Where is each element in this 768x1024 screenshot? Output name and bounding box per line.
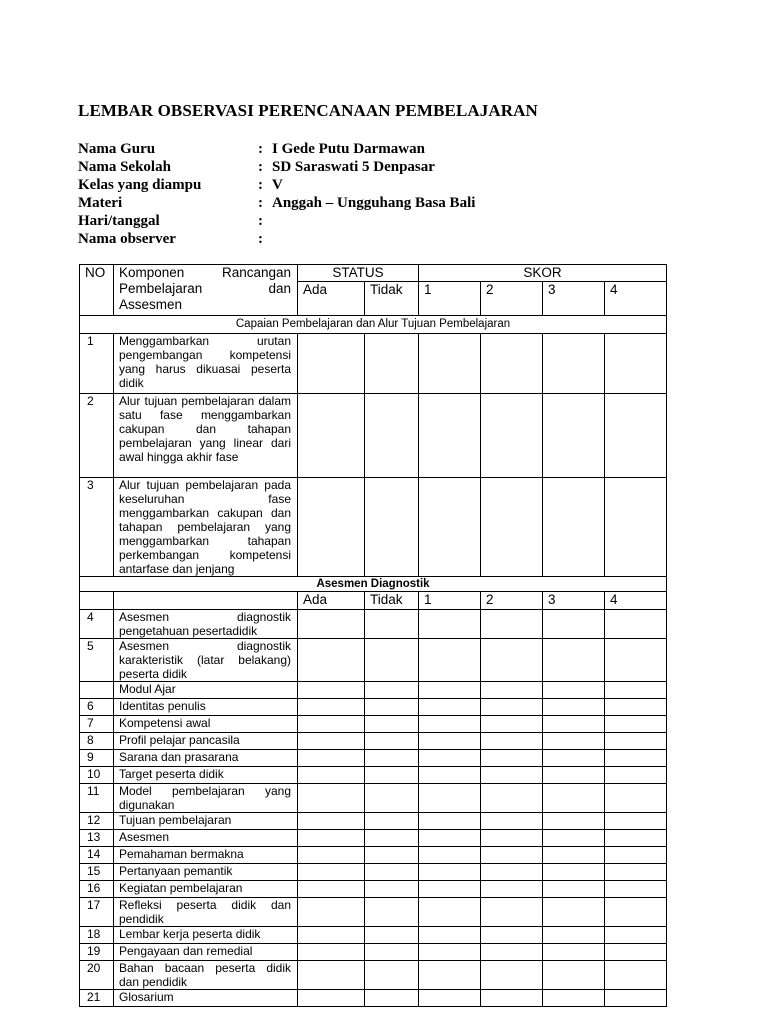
cell-ada[interactable] — [298, 733, 365, 750]
cell-skor-4[interactable] — [605, 961, 667, 990]
header-empty — [114, 592, 298, 610]
cell-ada[interactable] — [298, 898, 365, 927]
cell-skor-2[interactable] — [481, 478, 543, 577]
row-component: Modul Ajar — [114, 682, 298, 699]
row-number: 5 — [80, 639, 114, 682]
cell-tidak[interactable] — [365, 716, 419, 733]
cell-skor-3[interactable] — [543, 716, 605, 733]
row-component: Sarana dan prasarana — [114, 750, 298, 767]
row-component: Bahan bacaan peserta didik dan pendidik — [114, 961, 298, 990]
cell-skor-1[interactable] — [419, 813, 481, 830]
table-row — [80, 813, 667, 830]
cell-skor-2[interactable] — [481, 334, 543, 394]
cell-skor-1[interactable] — [419, 733, 481, 750]
row-component: Pertanyaan pemantik — [114, 864, 298, 881]
cell-skor-2[interactable] — [481, 830, 543, 847]
row-component: Target peserta didik — [114, 767, 298, 784]
cell-skor-1[interactable] — [419, 961, 481, 990]
cell-ada[interactable] — [298, 478, 365, 577]
info-label: Nama Guru — [78, 141, 156, 157]
info-value: Anggah – Ungguhang Basa Bali — [272, 195, 476, 211]
cell-ada[interactable] — [298, 394, 365, 478]
info-colon: : — [258, 195, 263, 211]
header-skor-1: 1 — [419, 282, 481, 316]
cell-skor-3[interactable] — [543, 881, 605, 898]
header-tidak: Tidak — [365, 282, 419, 316]
row-number: 21 — [80, 990, 114, 1007]
cell-skor-3[interactable] — [543, 699, 605, 716]
cell-tidak[interactable] — [365, 639, 419, 682]
cell-skor-2[interactable] — [481, 898, 543, 927]
info-colon: : — [258, 177, 263, 193]
cell-skor-3[interactable] — [543, 813, 605, 830]
table-row — [80, 881, 667, 898]
cell-skor-3[interactable] — [543, 334, 605, 394]
row-number: 9 — [80, 750, 114, 767]
cell-skor-2[interactable] — [481, 944, 543, 961]
header-komponen: Komponen Rancangan Pembelajaran dan Assesmen — [114, 265, 298, 316]
cell-skor-3[interactable] — [543, 864, 605, 881]
table-row — [80, 716, 667, 733]
info-colon: : — [258, 141, 263, 157]
cell-skor-2[interactable] — [481, 813, 543, 830]
cell-skor-4[interactable] — [605, 733, 667, 750]
cell-skor-2[interactable] — [481, 990, 543, 1007]
info-colon: : — [258, 231, 263, 247]
cell-skor-1[interactable] — [419, 990, 481, 1007]
cell-tidak[interactable] — [365, 830, 419, 847]
table-row — [80, 990, 667, 1007]
cell-skor-2[interactable] — [481, 750, 543, 767]
info-row-hari — [78, 212, 678, 230]
cell-tidak[interactable] — [365, 961, 419, 990]
cell-skor-3[interactable] — [543, 639, 605, 682]
cell-skor-4[interactable] — [605, 750, 667, 767]
cell-ada[interactable] — [298, 784, 365, 813]
cell-skor-1[interactable] — [419, 830, 481, 847]
header-ada: Ada — [298, 282, 365, 316]
cell-skor-1[interactable] — [419, 847, 481, 864]
cell-skor-3[interactable] — [543, 478, 605, 577]
cell-ada[interactable] — [298, 767, 365, 784]
row-component: Pengayaan dan remedial — [114, 944, 298, 961]
cell-tidak[interactable] — [365, 784, 419, 813]
info-row-guru — [78, 140, 678, 158]
cell-skor-1[interactable] — [419, 767, 481, 784]
cell-ada[interactable] — [298, 961, 365, 990]
table-row — [80, 847, 667, 864]
cell-skor-2[interactable] — [481, 682, 543, 699]
cell-skor-3[interactable] — [543, 927, 605, 944]
row-component: Asesmen diagnostik karakteristik (latar belakang) peserta didik — [114, 639, 298, 682]
cell-skor-4[interactable] — [605, 682, 667, 699]
cell-ada[interactable] — [298, 639, 365, 682]
cell-skor-4[interactable] — [605, 767, 667, 784]
table-row — [80, 610, 667, 639]
row-number: 19 — [80, 944, 114, 961]
cell-ada[interactable] — [298, 750, 365, 767]
cell-ada[interactable] — [298, 699, 365, 716]
row-component: Asesmen diagnostik pengetahuan pesertadidik — [114, 610, 298, 639]
cell-skor-4[interactable] — [605, 927, 667, 944]
row-component: Model pembelajaran yang digunakan — [114, 784, 298, 813]
cell-skor-4[interactable] — [605, 784, 667, 813]
info-label: Hari/tanggal — [78, 213, 160, 229]
header-skor-3: 3 — [543, 592, 605, 610]
cell-tidak[interactable] — [365, 990, 419, 1007]
cell-tidak[interactable] — [365, 813, 419, 830]
cell-skor-4[interactable] — [605, 478, 667, 577]
cell-skor-1[interactable] — [419, 784, 481, 813]
cell-skor-1[interactable] — [419, 334, 481, 394]
header-skor-2: 2 — [481, 592, 543, 610]
cell-tidak[interactable] — [365, 898, 419, 927]
cell-skor-4[interactable] — [605, 944, 667, 961]
section-row-capaian — [80, 316, 667, 334]
header-skor-2: 2 — [481, 282, 543, 316]
row-number: 16 — [80, 881, 114, 898]
cell-skor-4[interactable] — [605, 394, 667, 478]
section-row-diagnostik — [80, 577, 667, 592]
cell-ada[interactable] — [298, 927, 365, 944]
row-number: 4 — [80, 610, 114, 639]
cell-skor-1[interactable] — [419, 478, 481, 577]
header-skor: SKOR — [419, 265, 667, 282]
info-value: SD Saraswati 5 Denpasar — [272, 159, 435, 175]
cell-skor-2[interactable] — [481, 699, 543, 716]
row-component: Asesmen — [114, 830, 298, 847]
table-row — [80, 733, 667, 750]
row-number: 15 — [80, 864, 114, 881]
row-number: 1 — [80, 334, 114, 394]
cell-tidak[interactable] — [365, 881, 419, 898]
cell-skor-1[interactable] — [419, 898, 481, 927]
cell-skor-4[interactable] — [605, 898, 667, 927]
cell-skor-1[interactable] — [419, 927, 481, 944]
cell-skor-4[interactable] — [605, 813, 667, 830]
cell-skor-3[interactable] — [543, 682, 605, 699]
cell-skor-2[interactable] — [481, 927, 543, 944]
cell-skor-3[interactable] — [543, 847, 605, 864]
cell-skor-4[interactable] — [605, 716, 667, 733]
row-component: Alur tujuan pembelajaran dalam satu fase menggambarkan cakupan dan tahapan pembelajaran yang linear dari awal hingga akhir fase — [114, 394, 298, 478]
cell-skor-3[interactable] — [543, 767, 605, 784]
row-number: 3 — [80, 478, 114, 577]
cell-skor-2[interactable] — [481, 961, 543, 990]
header-skor-3: 3 — [543, 282, 605, 316]
header-skor-4: 4 — [605, 592, 667, 610]
cell-skor-3[interactable] — [543, 784, 605, 813]
cell-skor-3[interactable] — [543, 610, 605, 639]
cell-skor-2[interactable] — [481, 394, 543, 478]
cell-tidak[interactable] — [365, 927, 419, 944]
header-row — [80, 265, 667, 282]
cell-skor-4[interactable] — [605, 699, 667, 716]
table-row — [80, 639, 667, 682]
header-skor-4: 4 — [605, 282, 667, 316]
row-number: 8 — [80, 733, 114, 750]
row-component: Kompetensi awal — [114, 716, 298, 733]
header-no: NO — [80, 265, 114, 316]
cell-skor-1[interactable] — [419, 944, 481, 961]
cell-tidak[interactable] — [365, 733, 419, 750]
info-row-observer — [78, 230, 678, 248]
cell-skor-1[interactable] — [419, 699, 481, 716]
table-row — [80, 927, 667, 944]
row-number: 17 — [80, 898, 114, 927]
cell-ada[interactable] — [298, 813, 365, 830]
cell-skor-4[interactable] — [605, 990, 667, 1007]
cell-skor-2[interactable] — [481, 610, 543, 639]
row-component: Refleksi peserta didik dan pendidik — [114, 898, 298, 927]
cell-tidak[interactable] — [365, 699, 419, 716]
header-status: STATUS — [298, 265, 419, 282]
cell-skor-1[interactable] — [419, 610, 481, 639]
table-row — [80, 334, 667, 394]
table-row — [80, 767, 667, 784]
cell-ada[interactable] — [298, 682, 365, 699]
header-empty — [80, 592, 114, 610]
table-row — [80, 750, 667, 767]
observation-table — [79, 264, 667, 1007]
cell-skor-1[interactable] — [419, 864, 481, 881]
cell-ada[interactable] — [298, 881, 365, 898]
cell-skor-4[interactable] — [605, 847, 667, 864]
cell-skor-4[interactable] — [605, 881, 667, 898]
cell-tidak[interactable] — [365, 682, 419, 699]
cell-skor-1[interactable] — [419, 639, 481, 682]
table-row — [80, 830, 667, 847]
cell-skor-4[interactable] — [605, 334, 667, 394]
table-row — [80, 864, 667, 881]
row-number: 11 — [80, 784, 114, 813]
cell-skor-3[interactable] — [543, 990, 605, 1007]
cell-tidak[interactable] — [365, 847, 419, 864]
row-component: Glosarium — [114, 990, 298, 1007]
info-colon: : — [258, 159, 263, 175]
row-component: Menggambarkan urutan pengembangan kompetensi yang harus dikuasai peserta didik — [114, 334, 298, 394]
info-row-kelas — [78, 176, 678, 194]
row-number: 2 — [80, 394, 114, 478]
cell-ada[interactable] — [298, 990, 365, 1007]
cell-tidak[interactable] — [365, 750, 419, 767]
info-row-sekolah — [78, 158, 678, 176]
cell-skor-3[interactable] — [543, 830, 605, 847]
row-number: 14 — [80, 847, 114, 864]
row-component: Lembar kerja peserta didik — [114, 927, 298, 944]
cell-tidak[interactable] — [365, 610, 419, 639]
info-value: V — [272, 177, 283, 193]
cell-skor-3[interactable] — [543, 961, 605, 990]
row-number: 6 — [80, 699, 114, 716]
cell-skor-2[interactable] — [481, 784, 543, 813]
cell-skor-2[interactable] — [481, 864, 543, 881]
cell-skor-3[interactable] — [543, 733, 605, 750]
table-row — [80, 784, 667, 813]
row-number: 12 — [80, 813, 114, 830]
table-row — [80, 699, 667, 716]
cell-skor-4[interactable] — [605, 830, 667, 847]
info-label: Nama Sekolah — [78, 159, 171, 175]
document-title: LEMBAR OBSERVASI PERENCANAAN PEMBELAJARAN — [78, 101, 538, 120]
cell-skor-1[interactable] — [419, 750, 481, 767]
cell-skor-2[interactable] — [481, 733, 543, 750]
cell-ada[interactable] — [298, 847, 365, 864]
cell-skor-3[interactable] — [543, 750, 605, 767]
cell-tidak[interactable] — [365, 394, 419, 478]
cell-skor-4[interactable] — [605, 639, 667, 682]
cell-ada[interactable] — [298, 944, 365, 961]
info-row-materi — [78, 194, 678, 212]
table-row — [80, 478, 667, 577]
cell-skor-3[interactable] — [543, 394, 605, 478]
row-number — [80, 682, 114, 699]
cell-skor-1[interactable] — [419, 881, 481, 898]
row-component: Pemahaman bermakna — [114, 847, 298, 864]
section-title-capaian: Capaian Pembelajaran dan Alur Tujuan Pembelajaran — [80, 316, 667, 334]
cell-skor-1[interactable] — [419, 394, 481, 478]
header-ada: Ada — [298, 592, 365, 610]
table-row — [80, 898, 667, 927]
header-tidak: Tidak — [365, 592, 419, 610]
row-number: 7 — [80, 716, 114, 733]
cell-skor-4[interactable] — [605, 610, 667, 639]
cell-ada[interactable] — [298, 830, 365, 847]
cell-tidak[interactable] — [365, 478, 419, 577]
row-number: 20 — [80, 961, 114, 990]
cell-skor-4[interactable] — [605, 864, 667, 881]
subheader-row-2 — [80, 592, 667, 610]
row-component: Kegiatan pembelajaran — [114, 881, 298, 898]
cell-skor-3[interactable] — [543, 944, 605, 961]
table-row — [80, 944, 667, 961]
row-component: Tujuan pembelajaran — [114, 813, 298, 830]
info-value: I Gede Putu Darmawan — [272, 141, 425, 157]
cell-tidak[interactable] — [365, 944, 419, 961]
cell-ada[interactable] — [298, 610, 365, 639]
info-label: Kelas yang diampu — [78, 177, 202, 193]
cell-ada[interactable] — [298, 864, 365, 881]
identity-block — [78, 140, 678, 248]
cell-skor-2[interactable] — [481, 847, 543, 864]
cell-skor-2[interactable] — [481, 881, 543, 898]
row-number: 13 — [80, 830, 114, 847]
info-label: Nama observer — [78, 231, 176, 247]
cell-skor-2[interactable] — [481, 767, 543, 784]
cell-skor-2[interactable] — [481, 716, 543, 733]
cell-skor-2[interactable] — [481, 639, 543, 682]
cell-ada[interactable] — [298, 716, 365, 733]
cell-tidak[interactable] — [365, 334, 419, 394]
section-title-diagnostik: Asesmen Diagnostik — [80, 577, 667, 592]
row-component: Profil pelajar pancasila — [114, 733, 298, 750]
table-row — [80, 961, 667, 990]
cell-skor-1[interactable] — [419, 682, 481, 699]
cell-skor-3[interactable] — [543, 898, 605, 927]
cell-ada[interactable] — [298, 334, 365, 394]
row-number: 18 — [80, 927, 114, 944]
info-label: Materi — [78, 195, 123, 211]
header-skor-1: 1 — [419, 592, 481, 610]
cell-skor-1[interactable] — [419, 716, 481, 733]
table-row — [80, 682, 667, 699]
table-row — [80, 394, 667, 478]
row-component: Alur tujuan pembelajaran pada keseluruhan fase menggambarkan cakupan dan tahapan pembelajaran yang menggambarkan tahapan perkembangan kompetensi antarfase dan jenjang — [114, 478, 298, 577]
cell-tidak[interactable] — [365, 767, 419, 784]
row-component: Identitas penulis — [114, 699, 298, 716]
info-colon: : — [258, 213, 263, 229]
cell-tidak[interactable] — [365, 864, 419, 881]
row-number: 10 — [80, 767, 114, 784]
